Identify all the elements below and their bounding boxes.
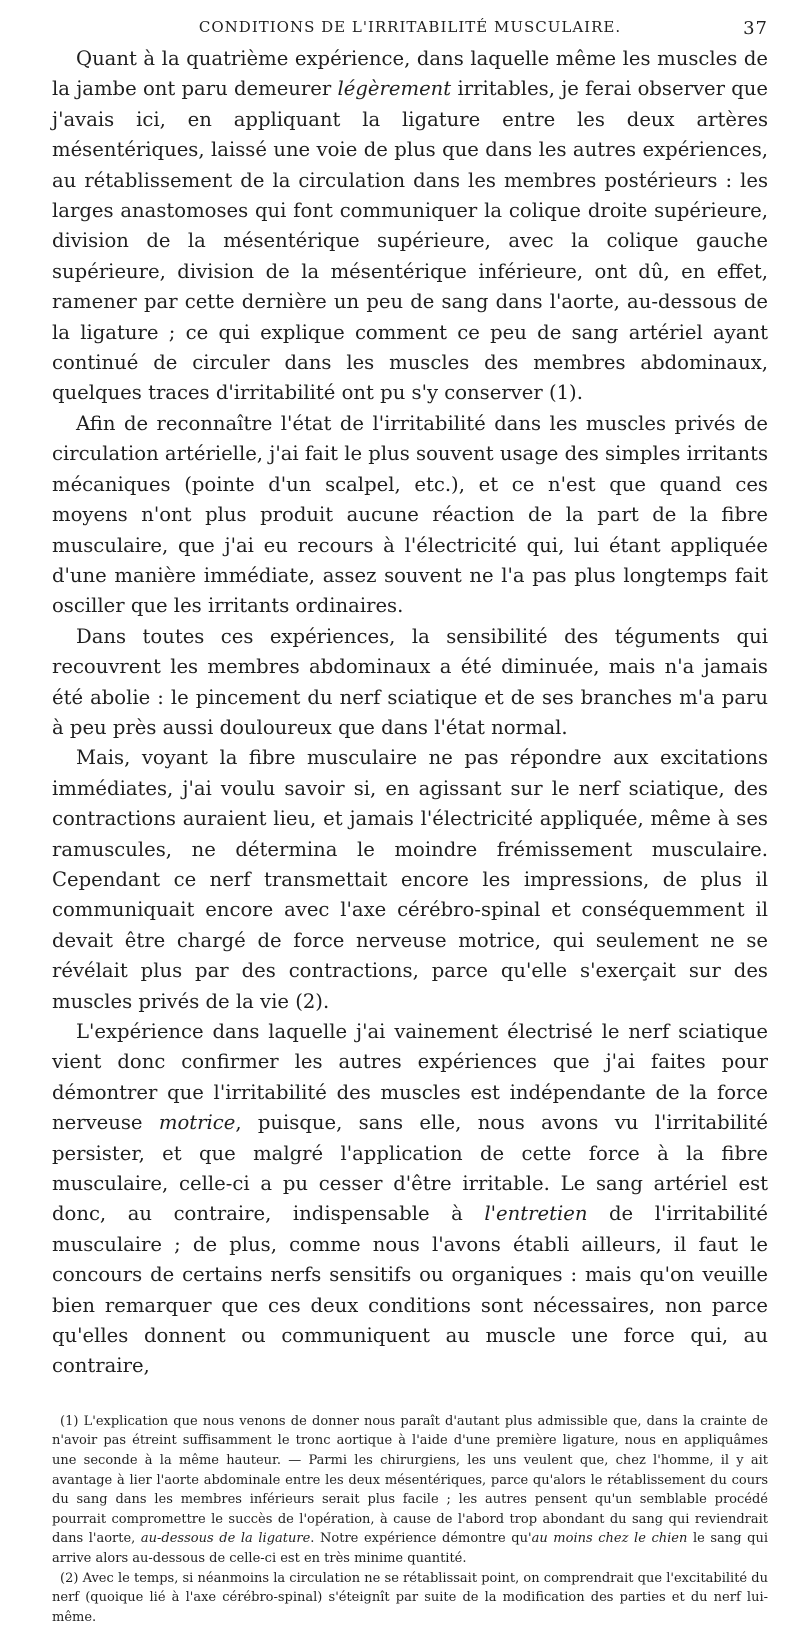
body-text <box>52 44 768 1382</box>
paragraph: L'expérience dans laquelle j'ai vainement électrisé le nerf sciatique vient donc confirmer les autres expériences que j'ai faites pour démontrer que l'irritabilité des muscles est indépendante de la force nerveuse motrice, puisque, sans elle, nous avons vu l'irritabilité persister, et que malgré l'application de cette force à la fibre musculaire, celle-ci a pu cesser d'être irritable. Le sang artériel est donc, au contraire, indispensable à l'entretien de l'irritabilité musculaire ; de plus, comme nous l'avons établi ailleurs, il faut le concours de certains nerfs sensitifs ou organiques : mais qu'on veuille bien remarquer que ces deux conditions sont nécessaires, non parce qu'elles donnent ou communiquent au muscle une force qui, au contraire, <box>52 1020 769 1378</box>
paragraph: Quant à la quatrième expérience, dans laquelle même les muscles de la jambe ont paru demeurer légèrement irritables, je ferai observer que j'avais ici, en appliquant la ligature entre les deux artères mésentériques, laissé une voie de plus que dans les autres expériences, au rétablissement de la circulation dans les membres postérieurs : les larges anastomoses qui font communiquer la colique droite supérieure, division de la mésentérique supérieure, avec la colique gauche supérieure, division de la mésentérique inférieure, ont dû, en effet, ramener par cette dernière un peu de sang dans l'aorte, au-dessous de la ligature ; ce qui explique comment ce peu de sang artériel ayant continué de circuler dans les muscles des membres abdominaux, quelques traces d'irritabilité ont pu s'y conserver (1). <box>52 47 768 405</box>
page-number: 37 <box>743 18 768 39</box>
paragraph: Mais, voyant la fibre musculaire ne pas répondre aux excitations immédiates, j'ai voulu savoir si, en agissant sur le nerf sciatique, des contractions auraient lieu, et jamais l'électricité appliquée, même à ses ramuscules, ne détermina le moindre frémissement musculaire. Cependant ce nerf transmettait encore les impressions, de plus il communiquait encore avec l'axe cérébro-spinal et conséquemment il devait être chargé de force nerveuse motrice, qui seulement ne se révélait plus par des contractions, parce qu'elle s'exerçait sur des muscles privés de la vie (2). <box>52 746 768 1013</box>
book-page <box>52 18 768 1627</box>
paragraph: Dans toutes ces expériences, la sensibilité des téguments qui recouvrent les membres abdominaux a été diminuée, mais n'a jamais été abolie : le pincement du nerf sciatique et de ses branches m'a paru à peu près aussi douloureux que dans l'état normal. <box>52 624 768 739</box>
paragraph: Afin de reconnaître l'état de l'irritabilité dans les muscles privés de circulation artérielle, j'ai fait le plus souvent usage des simples irritants mécaniques (pointe d'un scalpel, etc.), et ce n'est que quand ces moyens n'ont plus produit aucune réaction de la part de la fibre musculaire, que j'ai eu recours à l'électricité qui, lui étant appliquée d'une manière immédiate, assez souvent ne l'a pas plus longtemps fait osciller que les irritants ordinaires. <box>52 411 768 618</box>
footnote-2: (2) Avec le temps, si néanmoins la circulation ne se rétablissait point, on comprendrait que l'excitabilité du nerf (quoique lié à l'axe cérébro-spinal) s'éteignît par suite de la modification des parties et du nerf lui-même. <box>52 1570 768 1625</box>
running-head-title: CONDITIONS DE L'IRRITABILITÉ MUSCULAIRE. <box>198 18 622 36</box>
running-head <box>52 18 768 44</box>
footnotes <box>52 1412 768 1627</box>
footnote-1: (1) L'explication que nous venons de donner nous paraît d'autant plus admissible que, dans la crainte de n'avoir pas étreint suffisamment le tronc aortique à l'aide d'une première ligature, nous en appliquâmes une seconde à la même hauteur. — Parmi les chirurgiens, les uns veulent que, chez l'homme, il y ait avantage à lier l'aorte abdominale entre les deux mésentériques, parce qu'alors le rétablissement du cours du sang dans les membres inférieurs serait plus facile ; les autres pensent qu'un semblable procédé pourrait compromettre le succès de l'opération, à cause de l'abord trop abondant du sang qui reviendrait dans l'aorte, au-dessous de la ligature. Notre expérience démontre qu'au moins chez le chien le sang qui arrive alors au-dessous de celle-ci est en très minime quantité. <box>52 1413 769 1567</box>
